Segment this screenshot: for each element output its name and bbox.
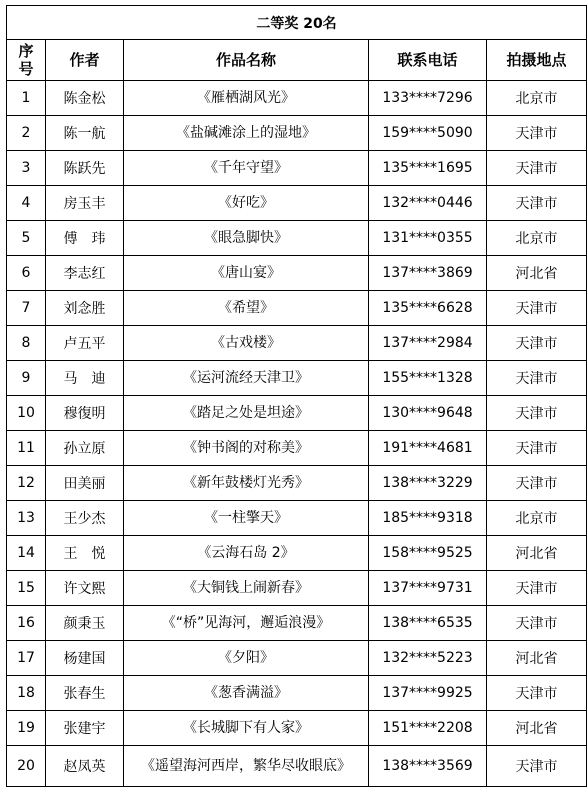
cell-phone: 135****1695 [369,151,487,186]
cell-index: 4 [7,186,46,221]
cell-index: 16 [7,606,46,641]
cell-phone: 137****2984 [369,326,487,361]
table-row [7,536,587,571]
cell-author: 王少杰 [46,501,124,536]
cell-location: 天津市 [487,396,587,431]
cell-author: 刘念胜 [46,291,124,326]
table-row [7,501,587,536]
header-index: 序号 [7,40,46,81]
table-row [7,676,587,711]
table-row [7,606,587,641]
cell-author: 马 迪 [46,361,124,396]
cell-work: 《希望》 [124,291,369,326]
cell-work: 《眼急脚快》 [124,221,369,256]
cell-location: 天津市 [487,431,587,466]
table-row [7,81,587,116]
cell-work: 《运河流经天津卫》 [124,361,369,396]
cell-author: 王 悦 [46,536,124,571]
cell-location: 北京市 [487,221,587,256]
header-phone: 联系电话 [369,40,487,81]
table-row [7,396,587,431]
cell-location: 河北省 [487,641,587,676]
cell-phone: 133****7296 [369,81,487,116]
table-title: 二等奖 20名 [7,6,587,40]
award-table [6,5,587,787]
cell-index: 6 [7,256,46,291]
cell-location: 河北省 [487,711,587,746]
cell-work: 《葱香满溢》 [124,676,369,711]
cell-index: 7 [7,291,46,326]
table-row [7,291,587,326]
cell-location: 天津市 [487,571,587,606]
cell-work: 《钟书阁的对称美》 [124,431,369,466]
cell-location: 天津市 [487,361,587,396]
cell-phone: 185****9318 [369,501,487,536]
cell-phone: 135****6628 [369,291,487,326]
cell-index: 11 [7,431,46,466]
cell-index: 14 [7,536,46,571]
cell-work: 《夕阳》 [124,641,369,676]
cell-phone: 155****1328 [369,361,487,396]
header-author: 作者 [46,40,124,81]
cell-work: 《好吃》 [124,186,369,221]
cell-work: 《雁栖湖风光》 [124,81,369,116]
cell-location: 天津市 [487,291,587,326]
cell-author: 陈金松 [46,81,124,116]
cell-phone: 138****3229 [369,466,487,501]
table-row [7,186,587,221]
cell-work: 《一柱擎天》 [124,501,369,536]
cell-author: 杨建国 [46,641,124,676]
cell-phone: 137****9925 [369,676,487,711]
cell-index: 5 [7,221,46,256]
table-row [7,151,587,186]
table-row [7,361,587,396]
cell-location: 天津市 [487,676,587,711]
table-row [7,711,587,746]
cell-index: 3 [7,151,46,186]
cell-author: 颜秉玉 [46,606,124,641]
cell-work: 《古戏楼》 [124,326,369,361]
cell-index: 19 [7,711,46,746]
cell-author: 田美丽 [46,466,124,501]
cell-author: 许文熙 [46,571,124,606]
cell-phone: 130****9648 [369,396,487,431]
cell-author: 卢五平 [46,326,124,361]
cell-author: 穆復明 [46,396,124,431]
cell-index: 2 [7,116,46,151]
cell-index: 15 [7,571,46,606]
cell-location: 天津市 [487,116,587,151]
cell-index: 17 [7,641,46,676]
cell-author: 傅 玮 [46,221,124,256]
cell-index: 20 [7,746,46,787]
cell-phone: 132****5223 [369,641,487,676]
cell-phone: 159****5090 [369,116,487,151]
cell-work: 《盐碱滩涂上的湿地》 [124,116,369,151]
cell-phone: 137****3869 [369,256,487,291]
cell-location: 河北省 [487,536,587,571]
cell-author: 张建宇 [46,711,124,746]
cell-phone: 138****6535 [369,606,487,641]
cell-phone: 158****9525 [369,536,487,571]
cell-author: 李志红 [46,256,124,291]
cell-work: 《千年守望》 [124,151,369,186]
cell-phone: 137****9731 [369,571,487,606]
cell-index: 18 [7,676,46,711]
cell-author: 赵凤英 [46,746,124,787]
cell-phone: 138****3569 [369,746,487,787]
cell-author: 孙立原 [46,431,124,466]
cell-index: 13 [7,501,46,536]
cell-location: 北京市 [487,81,587,116]
cell-index: 1 [7,81,46,116]
cell-work: 《长城脚下有人家》 [124,711,369,746]
table-row [7,746,587,787]
table-row [7,431,587,466]
cell-work: 《遥望海河西岸，繁华尽收眼底》 [124,746,369,787]
cell-location: 天津市 [487,606,587,641]
cell-author: 陈一航 [46,116,124,151]
header-work: 作品名称 [124,40,369,81]
cell-author: 陈跃先 [46,151,124,186]
cell-index: 8 [7,326,46,361]
table-row [7,116,587,151]
header-location: 拍摄地点 [487,40,587,81]
cell-work: 《“桥”见海河，邂逅浪漫》 [124,606,369,641]
cell-phone: 151****2208 [369,711,487,746]
cell-work: 《踏足之处是坦途》 [124,396,369,431]
cell-location: 北京市 [487,501,587,536]
table-row [7,571,587,606]
cell-location: 天津市 [487,151,587,186]
cell-work: 《大铜钱上闹新春》 [124,571,369,606]
cell-phone: 131****0355 [369,221,487,256]
cell-index: 10 [7,396,46,431]
cell-location: 天津市 [487,326,587,361]
cell-location: 天津市 [487,746,587,787]
cell-location: 天津市 [487,186,587,221]
cell-author: 张春生 [46,676,124,711]
table-row [7,326,587,361]
cell-phone: 191****4681 [369,431,487,466]
table-row [7,221,587,256]
table-row [7,256,587,291]
table-header-row [7,40,587,81]
table-row [7,641,587,676]
cell-work: 《新年鼓楼灯光秀》 [124,466,369,501]
cell-work: 《唐山宴》 [124,256,369,291]
cell-index: 12 [7,466,46,501]
cell-work: 《云海石岛 2》 [124,536,369,571]
table-row [7,466,587,501]
cell-location: 天津市 [487,466,587,501]
cell-location: 河北省 [487,256,587,291]
cell-index: 9 [7,361,46,396]
cell-phone: 132****0446 [369,186,487,221]
table-title-row [7,6,587,40]
cell-author: 房玉丰 [46,186,124,221]
